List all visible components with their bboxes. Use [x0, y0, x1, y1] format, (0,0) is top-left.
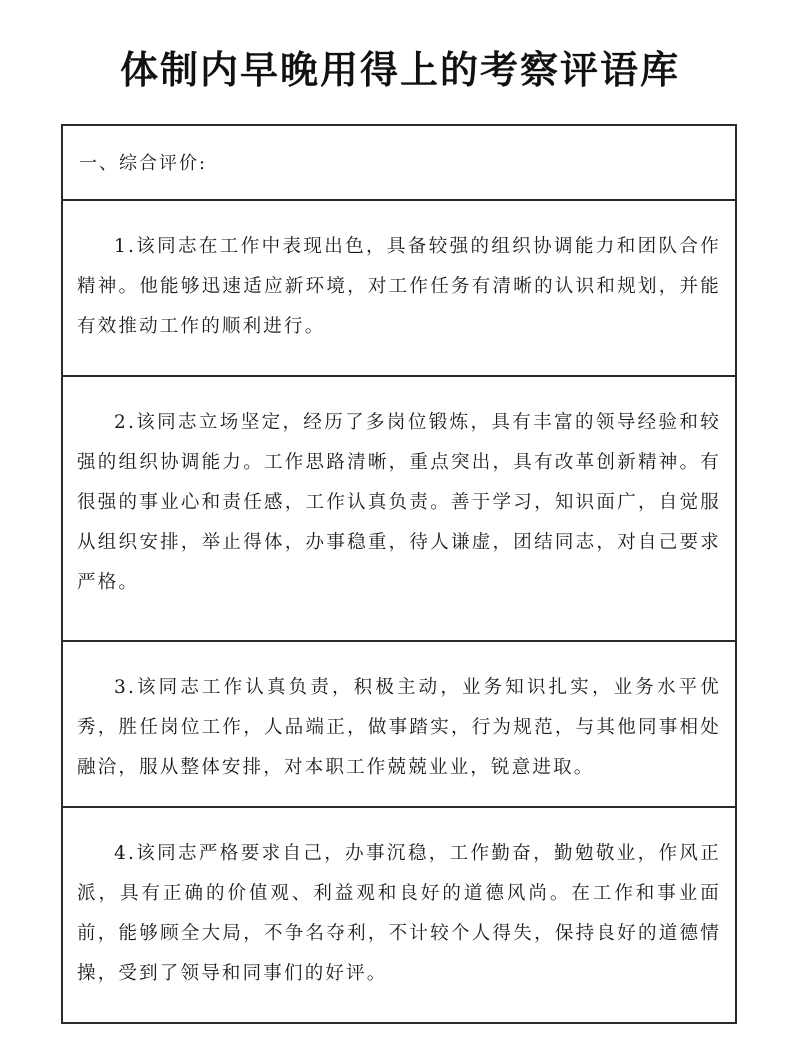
- comment-entry-1: 1.该同志在工作中表现出色，具备较强的组织协调能力和团队合作精神。他能够迅速适应新环境，对工作任务有清晰的认识和规划，并能有效推动工作的顺利进行。: [63, 201, 735, 377]
- comment-entry-2: 2.该同志立场坚定，经历了多岗位锻炼，具有丰富的领导经验和较强的组织协调能力。工作思路清晰，重点突出，具有改革创新精神。有很强的事业心和责任感，工作认真负责。善于学习，知识面广，自觉服从组织安排，举止得体，办事稳重，待人谦虚，团结同志，对自己要求严格。: [63, 377, 735, 642]
- section-heading: 一、综合评价:: [63, 126, 735, 201]
- document-title: 体制内早晚用得上的考察评语库: [119, 48, 680, 92]
- comment-entry-3: 3.该同志工作认真负责，积极主动，业务知识扎实，业务水平优秀，胜任岗位工作，人品端正，做事踏实，行为规范，与其他同事相处融洽，服从整体安排，对本职工作兢兢业业，锐意进取。: [63, 642, 735, 808]
- comment-table: [61, 124, 737, 1024]
- comment-entry-4: 4.该同志严格要求自己，办事沉稳，工作勤奋，勤勉敬业，作风正派，具有正确的价值观、利益观和良好的道德风尚。在工作和事业面前，能够顾全大局，不争名夺利，不计较个人得失，保持良好的道德情操，受到了领导和同事们的好评。: [77, 843, 721, 984]
